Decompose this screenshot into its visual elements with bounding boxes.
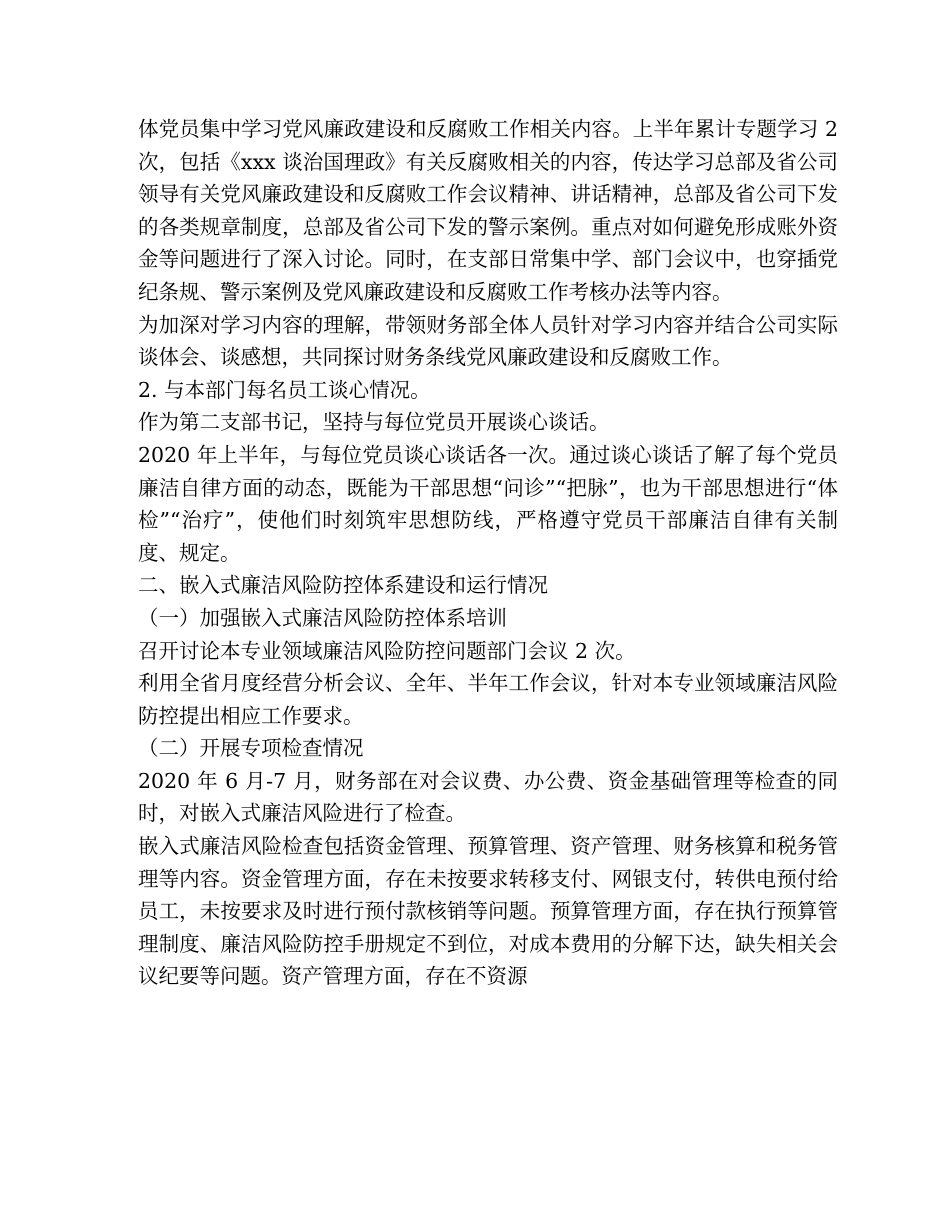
paragraph-department-meetings: 召开讨论本专业领域廉洁风险防控问题部门会议 2 次。 — [138, 638, 636, 663]
section-heading-heart-to-heart: 2. 与本部门每名员工谈心情况。 — [138, 377, 431, 402]
subsection-heading-special-inspection: （二）开展专项检查情况 — [138, 736, 364, 761]
subsection-heading-training: （一）加强嵌入式廉洁风险防控体系培训 — [138, 605, 507, 630]
document-body — [138, 113, 838, 993]
paragraph-talks-2020: 2020 年上半年，与每位党员谈心谈话各一次。通过谈心谈话了解了每个党员廉洁自律方面的动态，既能为干部思想“问诊”“把脉”，也为干部思想进行“体检”“治疗”，使他们时刻筑牢思想防线，严格遵守党员干部廉洁自律有关制度、规定。 — [138, 442, 838, 565]
paragraph-deepen-understanding: 为加深对学习内容的理解，带领财务部全体人员针对学习内容并结合公司实际谈体会、谈感想，共同探讨财务条线党风廉政建设和反腐败工作。 — [138, 312, 838, 370]
paragraph-inspection-details: 嵌入式廉洁风险检查包括资金管理、预算管理、资产管理、财务核算和税务管理等内容。资金管理方面，存在未按要求转移支付、网银支付，转供电预付给员工，未按要求及时进行预付款核销等问题。预算管理方面，存在执行预算管理制度、廉洁风险防控手册规定不到位，对成本费用的分解下达，缺失相关会议纪要等问题。资产管理方面，存在不资源 — [138, 834, 838, 989]
paragraph-work-requirements: 利用全省月度经营分析会议、全年、半年工作会议，针对本专业领域廉洁风险防控提出相应工作要求。 — [138, 671, 838, 728]
paragraph-branch-secretary: 作为第二支部书记，坚持与每位党员开展谈心谈话。 — [138, 410, 610, 435]
section-heading-risk-control-system: 二、嵌入式廉洁风险防控体系建设和运行情况 — [138, 573, 548, 598]
paragraph-june-july-inspection: 2020 年 6 月-7 月，财务部在对会议费、办公费、资金基础管理等检查的同时，对嵌入式廉洁风险进行了检查。 — [138, 768, 838, 826]
paragraph-study-content: 体党员集中学习党风廉政建设和反腐败工作相关内容。上半年累计专题学习 2 次，包括《xxx 谈治国理政》有关反腐败相关的内容，传达学习总部及省公司领导有关党风廉政建设和反腐败工作会议精神、讲话精神，总部及省公司下发的各类规章制度，总部及省公司下发的警示案例。重点对如何避免形成账外资金等问题进行了深入讨论。同时，在支部日常集中学、部门会议中，也穿插党纪条规、警示案例及党风廉政建设和反腐败工作考核办法等内容。 — [138, 117, 838, 304]
